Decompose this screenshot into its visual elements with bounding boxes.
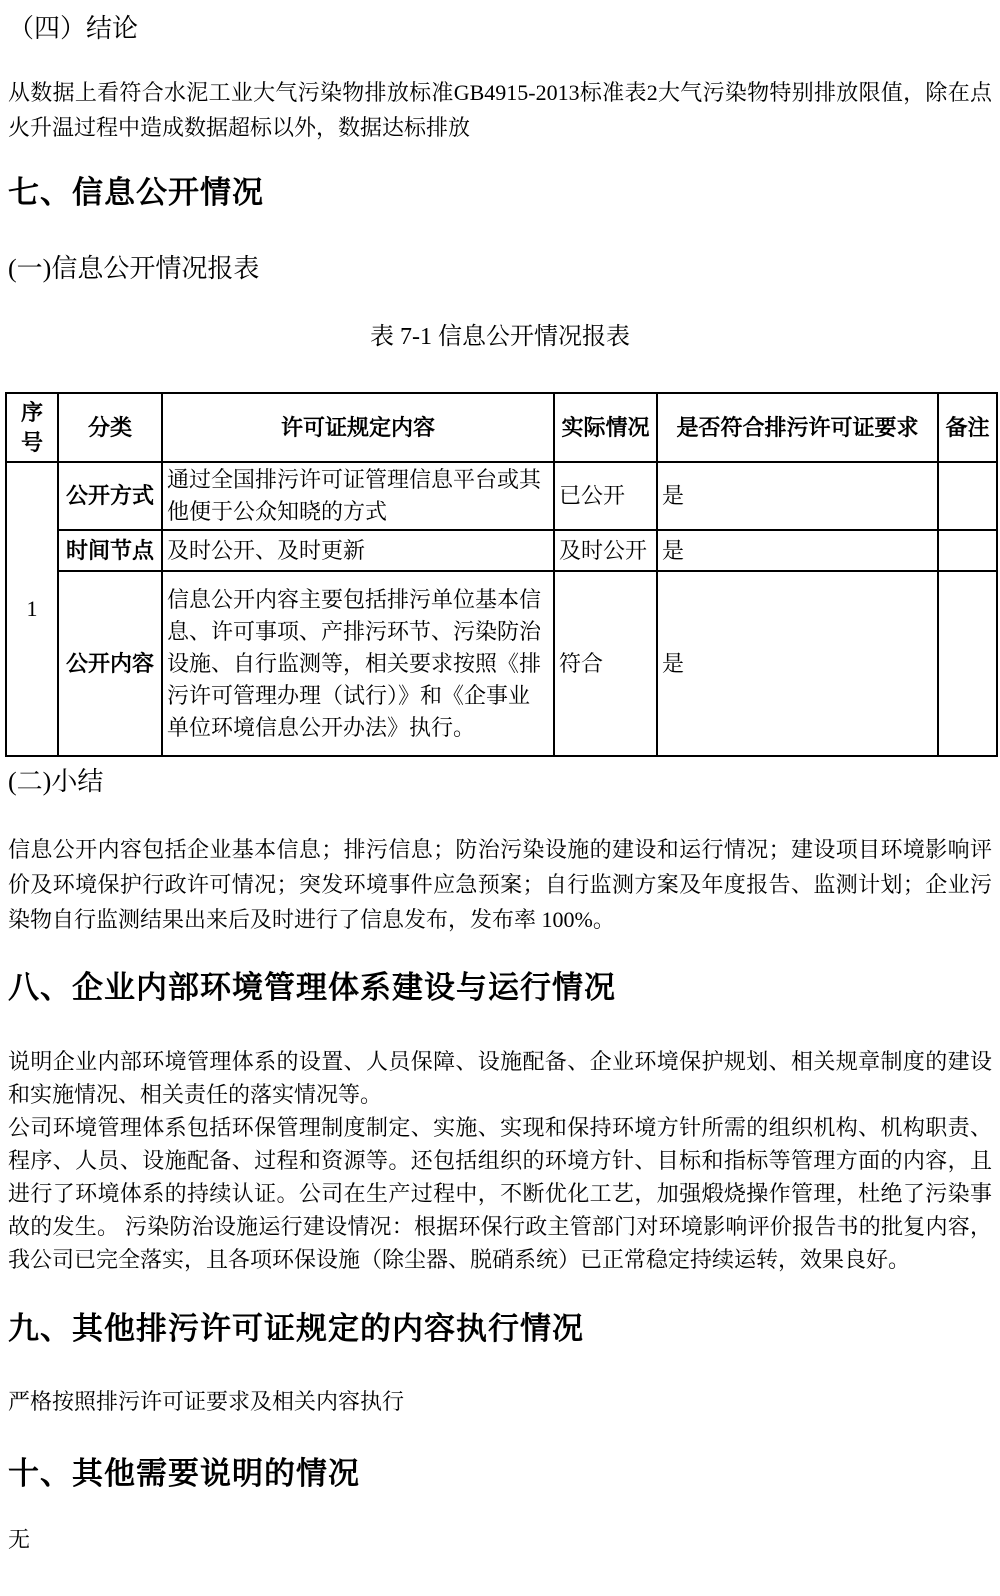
header-seq: 序号: [6, 393, 58, 462]
table-header-row: [6, 393, 997, 462]
cell-permit-content: 及时公开、及时更新: [162, 530, 554, 571]
paragraph-section8-detail: 公司环境管理体系包括环保管理制度制定、实施、实现和保持环境方针所需的组织机构、机构职责、程序、人员、设施配备、过程和资源等。还包括组织的环境方针、目标和指标等管理方面的内容，且进行了环境体系的持续认证。公司在生产过程中，不断优化工艺，加强煅烧操作管理，杜绝了污染事故的发生。 污染防治设施运行建设情况：根据环保行政主管部门对环境影响评价报告书的批复内容，我公司已完全落实，且各项环保设施（除尘器、脱硝系统）已正常稳定持续运转，效果良好。: [8, 1115, 992, 1272]
cell-permit-content: 通过全国排污许可证管理信息平台或其他便于公众知晓的方式: [162, 462, 554, 530]
table-row: [6, 571, 997, 756]
heading-section8: 八、企业内部环境管理体系建设与运行情况: [8, 970, 616, 1005]
cell-permit-content: 信息公开内容主要包括排污单位基本信息、许可事项、产排污环节、污染防治设施、自行监测等，相关要求按照《排污许可管理办理（试行）》和《企事业单位环境信息公开办法》执行。: [162, 571, 554, 756]
heading-section7-sub1: (一)信息公开情况报表: [8, 254, 260, 283]
cell-actual: 及时公开: [554, 530, 657, 571]
cell-category: 公开内容: [58, 571, 162, 756]
cell-compliant: 是: [657, 571, 938, 756]
header-compliant: 是否符合排污许可证要求: [657, 393, 938, 462]
info-disclosure-table: [5, 392, 998, 757]
header-permit-content: 许可证规定内容: [162, 393, 554, 462]
table-row: [6, 462, 997, 530]
table-row: [6, 530, 997, 571]
cell-compliant: 是: [657, 530, 938, 571]
cell-category: 时间节点: [58, 530, 162, 571]
cell-compliant: 是: [657, 462, 938, 530]
heading-section9: 九、其他排污许可证规定的内容执行情况: [8, 1311, 584, 1346]
cell-seq-number: 1: [6, 462, 58, 756]
cell-actual: 已公开: [554, 462, 657, 530]
paragraph-conclusion: 从数据上看符合水泥工业大气污染物排放标准GB4915-2013标准表2大气污染物特别排放限值，除在点火升温过程中造成数据超标以外，数据达标排放: [8, 80, 992, 140]
paragraph-summary: 信息公开内容包括企业基本信息；排污信息；防治污染设施的建设和运行情况；建设项目环境影响评价及环境保护行政许可情况；突发环境事件应急预案；自行监测方案及年度报告、监测计划；企业污染物自行监测结果出来后及时进行了信息发布，发布率 100%。: [8, 837, 992, 932]
heading-section7-sub2: (二)小结: [8, 767, 104, 796]
table-caption: 表 7-1 信息公开情况报表: [370, 324, 630, 350]
cell-remark: [938, 530, 997, 571]
cell-actual: 符合: [554, 571, 657, 756]
header-category: 分类: [58, 393, 162, 462]
heading-section10: 十、其他需要说明的情况: [8, 1456, 360, 1491]
header-remark: 备注: [938, 393, 997, 462]
paragraph-section10: 无: [8, 1527, 31, 1552]
paragraph-section8-intro: 说明企业内部环境管理体系的设置、人员保障、设施配备、企业环境保护规划、相关规章制度的建设和实施情况、相关责任的落实情况等。: [8, 1049, 992, 1107]
cell-remark: [938, 571, 997, 756]
heading-section7: 七、信息公开情况: [8, 175, 264, 210]
paragraph-section9: 严格按照排污许可证要求及相关内容执行: [8, 1389, 405, 1414]
cell-category: 公开方式: [58, 462, 162, 530]
heading-section4-conclusion: （四）结论: [8, 14, 139, 43]
cell-remark: [938, 462, 997, 530]
header-actual: 实际情况: [554, 393, 657, 462]
